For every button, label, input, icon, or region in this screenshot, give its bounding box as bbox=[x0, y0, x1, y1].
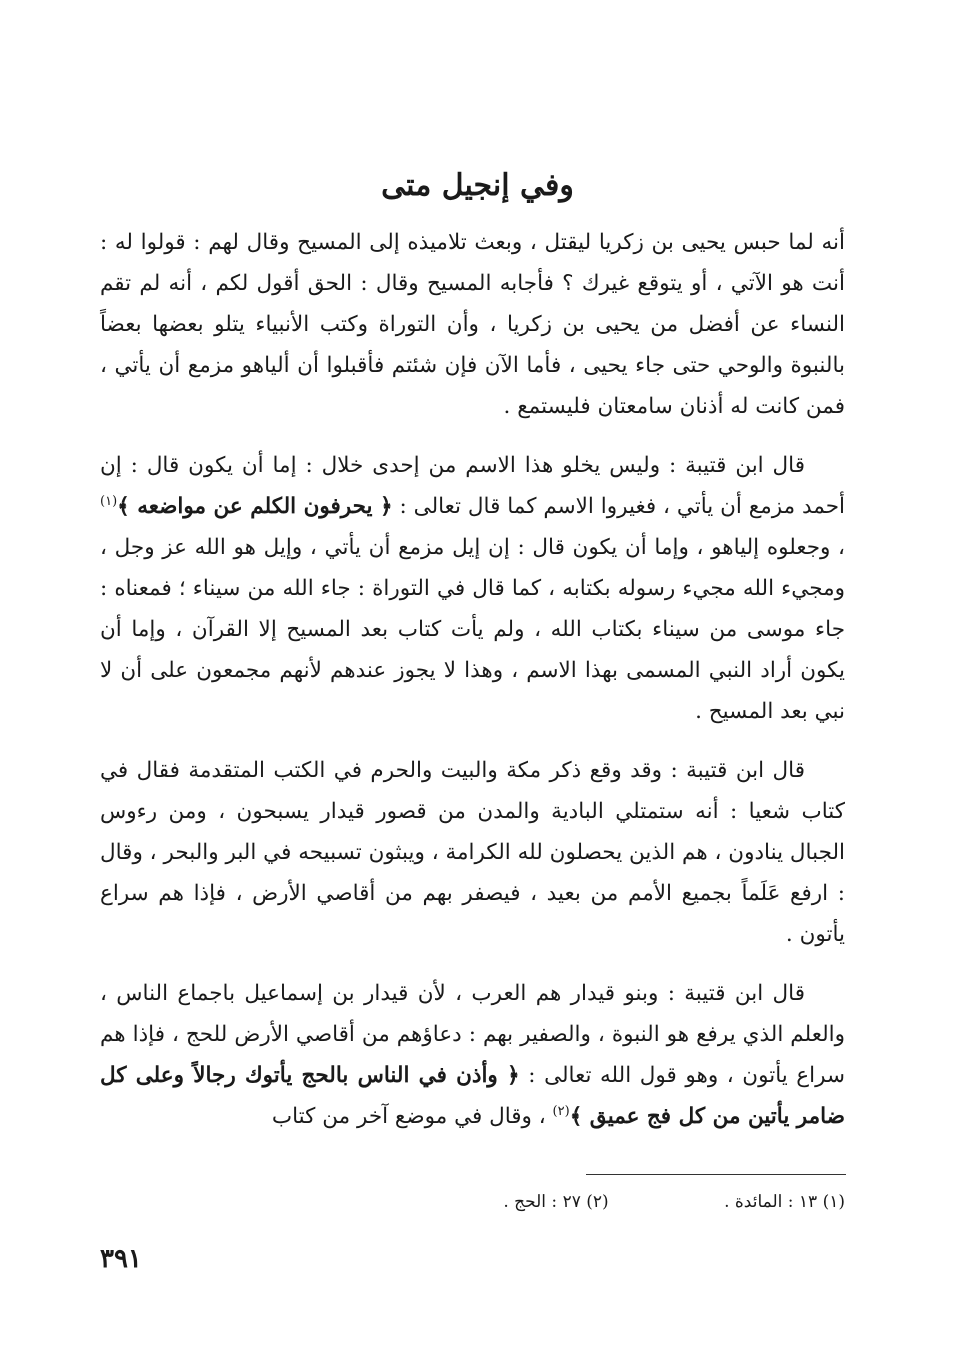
paragraph-4 bbox=[100, 973, 845, 1137]
footnotes bbox=[380, 1192, 845, 1212]
page-number: ٣٩١ bbox=[100, 1244, 142, 1274]
footnote-divider bbox=[586, 1174, 846, 1175]
paragraph-4-part2: ، وقال في موضع آخر من كتاب bbox=[271, 1104, 553, 1129]
paragraph-4-part1: قال ابن قتيبة : وبنو قيدار هم العرب ، لأن قيدار بن إسماعيل باجماع الناس ، والعلم الذي يرفع هو النبوة ، والصفير بهم : دعاؤهم من أقاصي الأرض للحج ، فإذا هم سراع يأتون ، وهو قول الله تعالى : bbox=[100, 981, 845, 1088]
paragraph-2-part2: ، وجعلوه إلياهو ، وإما أن يكون قال : إن إيل مزمع أن يأتي ، وإيل هو الله عز وجل ، ومجيء الله مجيء رسوله بكتابه ، كما قال في التوراة : جاء الله من سيناء ؛ فمعناه : جاء موسى من سيناء بكتاب الله ، ولم يأت كتاب بعد المسيح إلا القرآن ، وإما أن يكون أراد النبي المسمى بهذا الاسم ، وهذا لا يجوز عندهم لأنهم مجمعون على أن لا نبي بعد المسيح . bbox=[100, 535, 845, 724]
paragraph-2 bbox=[100, 445, 845, 732]
footnote-ref-2: (٢) bbox=[552, 1103, 570, 1119]
section-title: وفي إنجيل متى bbox=[381, 168, 574, 203]
footnote-1: (١) ١٣ : المائدة . bbox=[724, 1192, 845, 1212]
paragraph-3: قال ابن قتيبة : وقد وقع ذكر مكة والبيت والحرم في الكتب المتقدمة فقال في كتاب شعيا : أنه ستمتلي البادية والمدن من قصور قيدار يسبحون ، ومن رءوس الجبال ينادون ، هم الذين يحصلون لله الكرامة ، ويبثون تسبيحه في البر والبحر ، وقال : ارفع عَلَماً بجميع الأمم من بعيد ، فيصفر بهم من أقاصي الأرض ، فإذا هم سراع يأتون . bbox=[100, 758, 845, 947]
paragraph-1: أنه لما حبس يحيى بن زكريا ليقتل ، وبعث تلاميذه إلى المسيح وقال لهم : قولوا له : أنت هو الآتي ، أو يتوقع غيرك ؟ فأجابه المسيح وقال : الحق أقول لكم ، أنه لم تقم النساء عن أفضل من يحيى بن زكريا ، وأن التوراة وكتب الأنبياء يتلو بعضها بعضاً بالنبوة والوحي حتى جاء يحيى ، فأما الآن فإن شئتم فأقبلوا أن ألياهو مزمع أن يأتي ، فمن كانت له أذنان سامعتان فليستمع . bbox=[100, 230, 845, 419]
footnote-ref-1: (١) bbox=[100, 493, 118, 509]
paragraph-2-part1: قال ابن قتيبة : وليس يخلو هذا الاسم من إحدى خلال : إما أن يكون قال : إن أحمد مزمع أن يأتي ، فغيروا الاسم كما قال تعالى : bbox=[100, 453, 845, 519]
footnote-2: (٢) ٢٧ : الحج . bbox=[503, 1192, 609, 1212]
quran-quote-1: ﴿ يحرفون الكلم عن مواضعه ﴾ bbox=[117, 494, 393, 519]
main-text bbox=[100, 222, 845, 1155]
quran-quote-2: ﴿ وأذن في الناس بالحج يأتوك رجالاً وعلى كل ضامر يأتين من كل فج عميق ﴾ bbox=[100, 1063, 845, 1129]
